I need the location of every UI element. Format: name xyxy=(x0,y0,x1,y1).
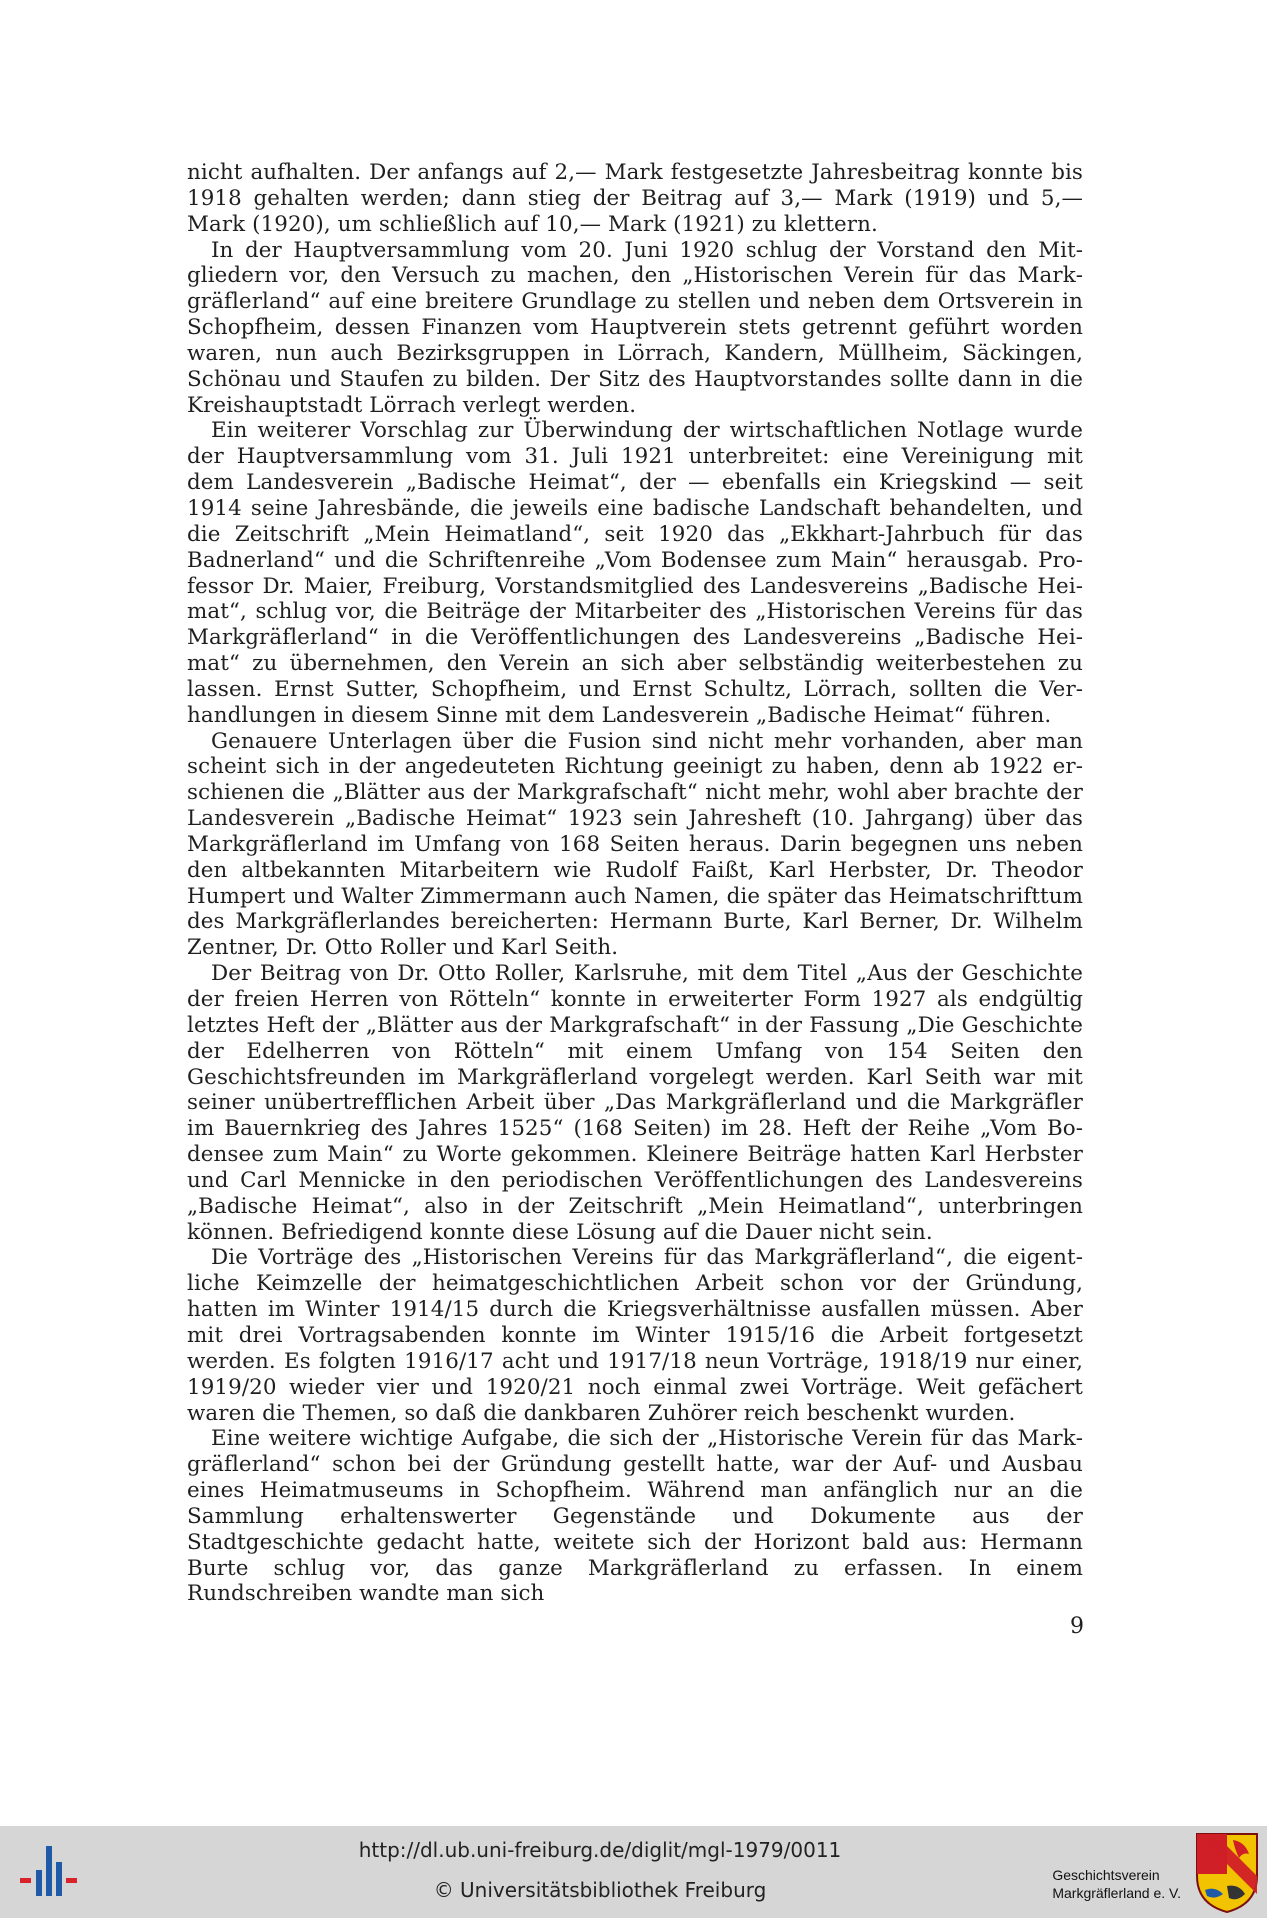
paragraph-6: Die Vorträge des „Historischen Vereins für das Markgräflerland“, die eigentliche Keimzelle der heimatgeschichtlichen Arbeit schon vor der Gründung, hatten im Winter 1914/15 durch die Kriegsverhältnisse ausfallen müssen. Aber mit drei Vortragsabenden konnte im Winter 1915/16 die Arbeit fortgesetzt werden. Es folgten 1916/17 acht und 1917/18 neun Vorträge, 1918/19 nur einer, 1919/20 wieder vier und 1920/21 noch einmal zwei Vorträge. Weit gefächert waren die Themen, so daß die dankbaren Zuhörer reich beschenkt wurden. xyxy=(187,1245,1083,1426)
footer-bar xyxy=(0,1826,1267,1918)
page-number: 9 xyxy=(1070,1614,1084,1639)
ub-freiburg-logo-icon[interactable] xyxy=(16,1840,80,1904)
society-name-line2: Markgräflerland e. V. xyxy=(1052,1885,1181,1901)
paragraph-7: Eine weitere wichtige Aufgabe, die sich der „Historische Verein für das Markgräflerland“ schon bei der Gründung gestellt hatte, war der Auf- und Ausbau eines Heimatmuseums in Schopfheim. Während man anfänglich nur an die Sammlung erhaltenswerter Gegenstände und Dokumente aus der Stadtgeschichte gedacht hatte, weitete sich der Horizont bald aus: Hermann Burte schlug vor, das ganze Markgräflerland zu erfassen. In einem Rundschreiben wandte man sich xyxy=(187,1426,1083,1607)
society-name xyxy=(1052,1866,1181,1902)
footer-copyright: © Universitätsbibliothek Freiburg xyxy=(433,1878,767,1902)
markgraeflerland-crest-icon xyxy=(1193,1830,1261,1914)
society-name-line1: Geschichtsverein xyxy=(1052,1867,1160,1883)
paragraph-2: In der Hauptversammlung vom 20. Juni 1920 schlug der Vorstand den Mitgliedern vor, den Versuch zu machen, den „Historischen Verein für das Markgräflerland“ auf eine breitere Grundlage zu stellen und neben dem Ortsverein in Schopfheim, dessen Finanzen vom Hauptverein stets getrennt geführt worden waren, nun auch Bezirksgruppen in Lörrach, Kandern, Müllheim, Säckingen, Schönau und Staufen zu bilden. Der Sitz des Hauptvorstandes sollte dann in die Kreishauptstadt Lörrach verlegt werden. xyxy=(187,237,1083,418)
page-body-text xyxy=(187,160,1083,1607)
paragraph-4: Genauere Unterlagen über die Fusion sind nicht mehr vorhanden, aber man scheint sich in der angedeuteten Richtung geeinigt zu haben, denn ab 1922 erschienen die „Blätter aus der Markgrafschaft“ nicht mehr, wohl aber brachte der Landesverein „Badische Heimat“ 1923 sein Jahresheft (10. Jahrgang) über das Markgräflerland im Umfang von 168 Seiten heraus. Darin begegnen uns neben den altbekannten Mitarbeitern wie Rudolf Faißt, Karl Herbster, Dr. Theodor Humpert und Walter Zimmermann auch Namen, die später das Heimatschrifttum des Markgräflerlandes bereicherten: Hermann Burte, Karl Berner, Dr. Wilhelm Zentner, Dr. Otto Roller und Karl Seith. xyxy=(187,728,1083,961)
paragraph-1: nicht aufhalten. Der anfangs auf 2,— Mark festgesetzte Jahresbeitrag konnte bis 1918 gehalten werden; dann stieg der Beitrag auf 3,— Mark (1919) und 5,— Mark (1920), um schließlich auf 10,— Mark (1921) zu klettern. xyxy=(187,160,1083,237)
paragraph-3: Ein weiterer Vorschlag zur Überwindung der wirtschaftlichen Notlage wurde der Hauptversammlung vom 31. Juli 1921 unterbreitet: eine Vereinigung mit dem Landesverein „Badische Heimat“, der — ebenfalls ein Kriegskind — seit 1914 seine Jahresbände, die jeweils eine badische Landschaft behandelten, und die Zeitschrift „Mein Heimatland“, seit 1920 das „Ekkhart-Jahrbuch für das Badnerland“ und die Schriftenreihe „Vom Bodensee zum Main“ herausgab. Professor Dr. Maier, Freiburg, Vorstandsmitglied des Landesvereins „Badische Heimat“, schlug vor, die Beiträge der Mitarbeiter des „Historischen Vereins für das Markgräflerland“ in die Veröffentlichungen des Landesvereins „Badische Heimat“ zu übernehmen, den Verein an sich aber selbständig weiterbestehen zu lassen. Ernst Sutter, Schopfheim, und Ernst Schultz, Lörrach, sollten die Verhandlungen in diesem Sinne mit dem Landesverein „Badische Heimat“ führen. xyxy=(187,418,1083,728)
footer-url-link[interactable]: http://dl.ub.uni-freiburg.de/diglit/mgl-1979/0011 xyxy=(358,1838,842,1862)
paragraph-5: Der Beitrag von Dr. Otto Roller, Karlsruhe, mit dem Titel „Aus der Geschichte der freien Herren von Rötteln“ konnte in erweiterter Form 1927 als endgültig letztes Heft der „Blätter aus der Markgrafschaft“ in der Fassung „Die Geschichte der Edelherren von Rötteln“ mit einem Umfang von 154 Seiten den Geschichtsfreunden im Markgräflerland vorgelegt werden. Karl Seith war mit seiner unübertrefflichen Arbeit über „Das Markgräflerland und die Markgräfler im Bauernkrieg des Jahres 1525“ (168 Seiten) im 28. Heft der Reihe „Vom Bodensee zum Main“ zu Worte gekommen. Kleinere Beiträge hatten Karl Herbster und Carl Mennicke in den periodischen Veröffentlichungen des Landesvereins „Badische Heimat“, also in der Zeitschrift „Mein Heimatland“, unterbringen können. Befriedigend konnte diese Lösung auf die Dauer nicht sein. xyxy=(187,961,1083,1245)
